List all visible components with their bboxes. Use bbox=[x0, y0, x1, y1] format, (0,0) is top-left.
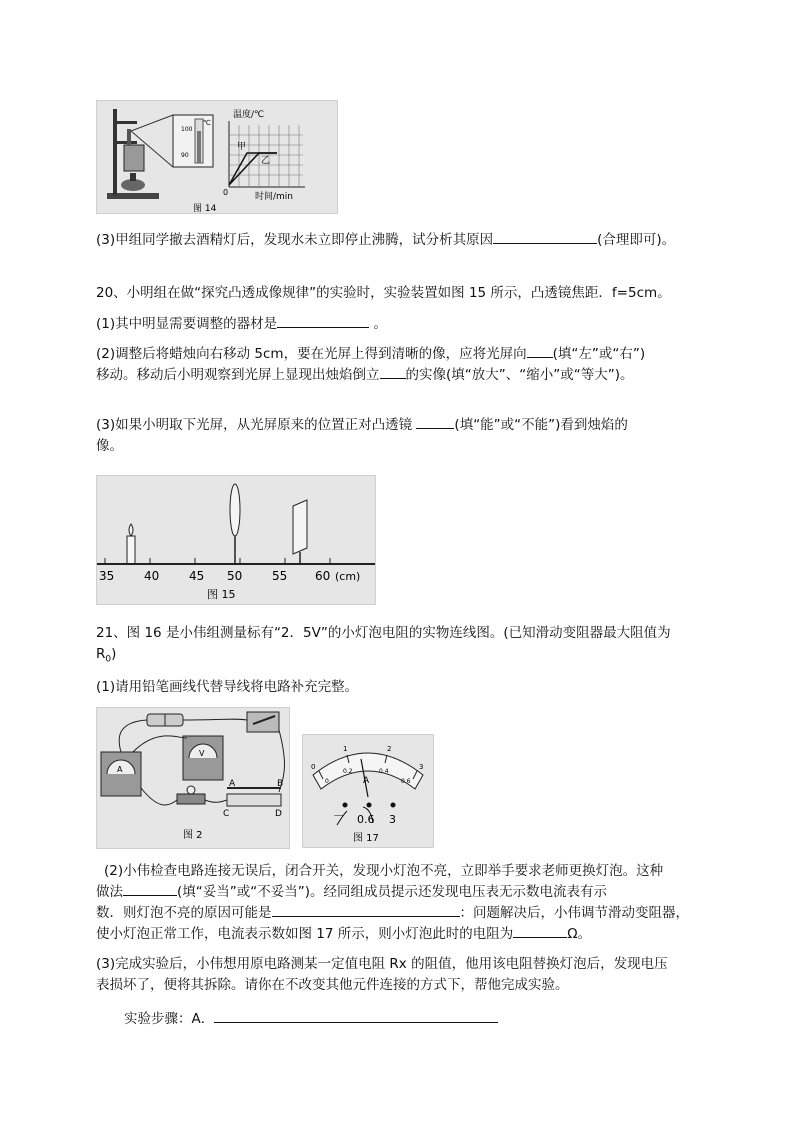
terminal-a: A bbox=[229, 779, 236, 789]
tick-55: 55 bbox=[272, 569, 288, 583]
outer-tick-3: 3 bbox=[419, 763, 424, 771]
q20-intro: 20、小明组在做“探究凸透成像规律”的实验时，实验装置如图 15 所示，凸透镜焦距．f=5cm。 bbox=[96, 285, 671, 301]
tick-35: 35 bbox=[99, 569, 115, 583]
answer-blank[interactable] bbox=[214, 1008, 498, 1023]
scale-bottom-label: 90 bbox=[181, 152, 189, 159]
q21-part2-line4 bbox=[96, 923, 591, 945]
q21-intro-line1: 21、图 16 是小伟组测量标有“2．5V”的小灯泡电阻的实物连线图。(已知滑动变阻器最大阻值为 bbox=[96, 625, 671, 641]
figure-15-caption: 图 15 bbox=[207, 588, 236, 601]
answer-blank[interactable] bbox=[416, 414, 454, 429]
q20-part1 bbox=[96, 313, 387, 335]
temp-axis-label: 温度/℃ bbox=[233, 110, 265, 120]
q21-part3-line2: 表损坏了，便将其拆除。请你在不改变其他元件连接的方式下，帮他完成实验。 bbox=[96, 977, 569, 993]
figure-14-drawing bbox=[97, 101, 337, 213]
scale-unit-label: ℃ bbox=[203, 119, 211, 127]
tick-50: 50 bbox=[227, 569, 243, 583]
figure-15 bbox=[96, 475, 376, 605]
q21-part2-line2 bbox=[96, 881, 607, 903]
ammeter-label: A bbox=[117, 765, 123, 774]
q19-part3 bbox=[96, 229, 675, 251]
figure-14-caption: 图 14 bbox=[193, 204, 217, 213]
q21-part1: (1)请用铅笔画线代替导线将电路补充完整。 bbox=[96, 679, 359, 695]
q21-part2-text3b: ：问题解决后，小伟调节滑动变阻器， bbox=[459, 905, 689, 921]
answer-blank[interactable] bbox=[272, 902, 460, 917]
q21-part2-line1: (2)小伟检查电路连接无误后，闭合开关，发现小灯泡不亮，立即举手要求老师更换灯泡。这种 bbox=[104, 863, 664, 879]
q20-part2-line2 bbox=[96, 364, 634, 386]
q20-part2-hint2: 的实像(填“放大”、“缩小”或“等大”)。 bbox=[405, 367, 634, 383]
q20-part2-hint: (填“左”或“右”) bbox=[552, 346, 646, 362]
q20-part2-text2: 移动。移动后小明观察到光屏上显现出烛焰倒立 bbox=[96, 367, 380, 383]
steps-label: 实验步骤：A． bbox=[124, 1011, 215, 1027]
experiment-steps bbox=[124, 1008, 498, 1030]
answer-blank[interactable] bbox=[123, 881, 177, 896]
figure-17 bbox=[302, 734, 434, 848]
figure-2-caption: 图 2 bbox=[183, 830, 203, 841]
inner-tick-1: 0.2 bbox=[343, 768, 353, 775]
terminal-06: 0.6 bbox=[357, 813, 375, 826]
series-b-label: 乙 bbox=[261, 156, 271, 166]
q19-part3-suffix: (合理即可)。 bbox=[597, 232, 676, 248]
scale-top-label: 100 bbox=[181, 126, 193, 133]
q21-part2-line3 bbox=[96, 902, 689, 924]
figure-17-drawing bbox=[303, 735, 433, 847]
tick-60: 60 bbox=[315, 569, 331, 583]
q21-part3-line1: (3)完成实验后，小伟想用原电路测某一定值电阻 Rx 的阻值，他用该电阻替换灯泡后，发现电压 bbox=[96, 956, 668, 972]
q20-part3-text: (3)如果小明取下光屏，从光屏原来的位置正对凸透镜 bbox=[96, 417, 417, 433]
answer-blank[interactable] bbox=[380, 364, 406, 379]
q20-part2-line1 bbox=[96, 343, 645, 365]
q20-part3-line1 bbox=[96, 414, 628, 436]
terminal-b: B bbox=[277, 779, 284, 789]
outer-tick-2: 2 bbox=[387, 745, 392, 753]
figure-17-caption: 图 17 bbox=[353, 833, 379, 844]
q21-intro-close: ) bbox=[111, 646, 117, 662]
time-axis-label: 时间/min bbox=[255, 192, 294, 202]
terminal-d: D bbox=[275, 809, 282, 819]
figure-14 bbox=[96, 100, 338, 214]
inner-tick-3: 0.6 bbox=[401, 778, 411, 785]
tick-45: 45 bbox=[189, 569, 205, 583]
tick-unit: (cm) bbox=[335, 570, 361, 583]
q20-part2-text: (2)调整后将蜡烛向右移动 5cm，要在光屏上得到清晰的像，应将光屏向 bbox=[96, 346, 527, 362]
figure-15-drawing bbox=[97, 476, 375, 604]
terminal-c: C bbox=[223, 809, 230, 819]
series-a-label: 甲 bbox=[237, 142, 247, 152]
outer-tick-1: 1 bbox=[343, 745, 348, 753]
figure-2 bbox=[96, 707, 290, 849]
q20-part3-line2: 像。 bbox=[96, 438, 123, 454]
answer-blank[interactable] bbox=[527, 343, 553, 358]
q21-part2-text4: 使小灯泡正常工作，电流表示数如图 17 所示，则小灯泡此时的电阻为 bbox=[96, 926, 514, 942]
r0-symbol: R bbox=[96, 646, 106, 662]
figure-2-drawing bbox=[97, 708, 289, 848]
terminal-minus: － bbox=[333, 809, 344, 822]
q19-part3-text: (3)甲组同学撤去酒精灯后，发现水未立即停止沸腾，试分析其原因 bbox=[96, 232, 494, 248]
answer-blank[interactable] bbox=[493, 229, 597, 244]
q20-part3-hint: (填“能”或“不能”)看到烛焰的 bbox=[454, 417, 628, 433]
origin-label: 0 bbox=[223, 188, 229, 197]
answer-blank[interactable] bbox=[513, 923, 567, 938]
q20-part1-text: (1)其中明显需要调整的器材是 bbox=[96, 316, 278, 332]
dial-unit: A bbox=[363, 776, 370, 786]
answer-blank[interactable] bbox=[277, 313, 369, 328]
outer-tick-0: 0 bbox=[311, 763, 316, 771]
q21-part2-hint: (填“妥当”或“不妥当”)。经同组成员提示还发现电压表无示数电流表有示 bbox=[177, 884, 608, 900]
inner-tick-2: 0.4 bbox=[379, 768, 389, 775]
q21-part2-unit: Ω。 bbox=[567, 926, 592, 942]
r0-subscript: 0 bbox=[105, 654, 112, 665]
q21-part2-text3: 数．则灯泡不亮的原因可能是 bbox=[96, 905, 272, 921]
q21-intro-line2 bbox=[96, 643, 116, 671]
q21-part2-text: 做法 bbox=[96, 884, 123, 900]
tick-40: 40 bbox=[144, 569, 160, 583]
terminal-3: 3 bbox=[389, 813, 396, 826]
voltmeter-label: V bbox=[199, 749, 205, 758]
q20-part1-suffix: 。 bbox=[369, 316, 387, 332]
inner-tick-0: 0 bbox=[325, 778, 329, 785]
